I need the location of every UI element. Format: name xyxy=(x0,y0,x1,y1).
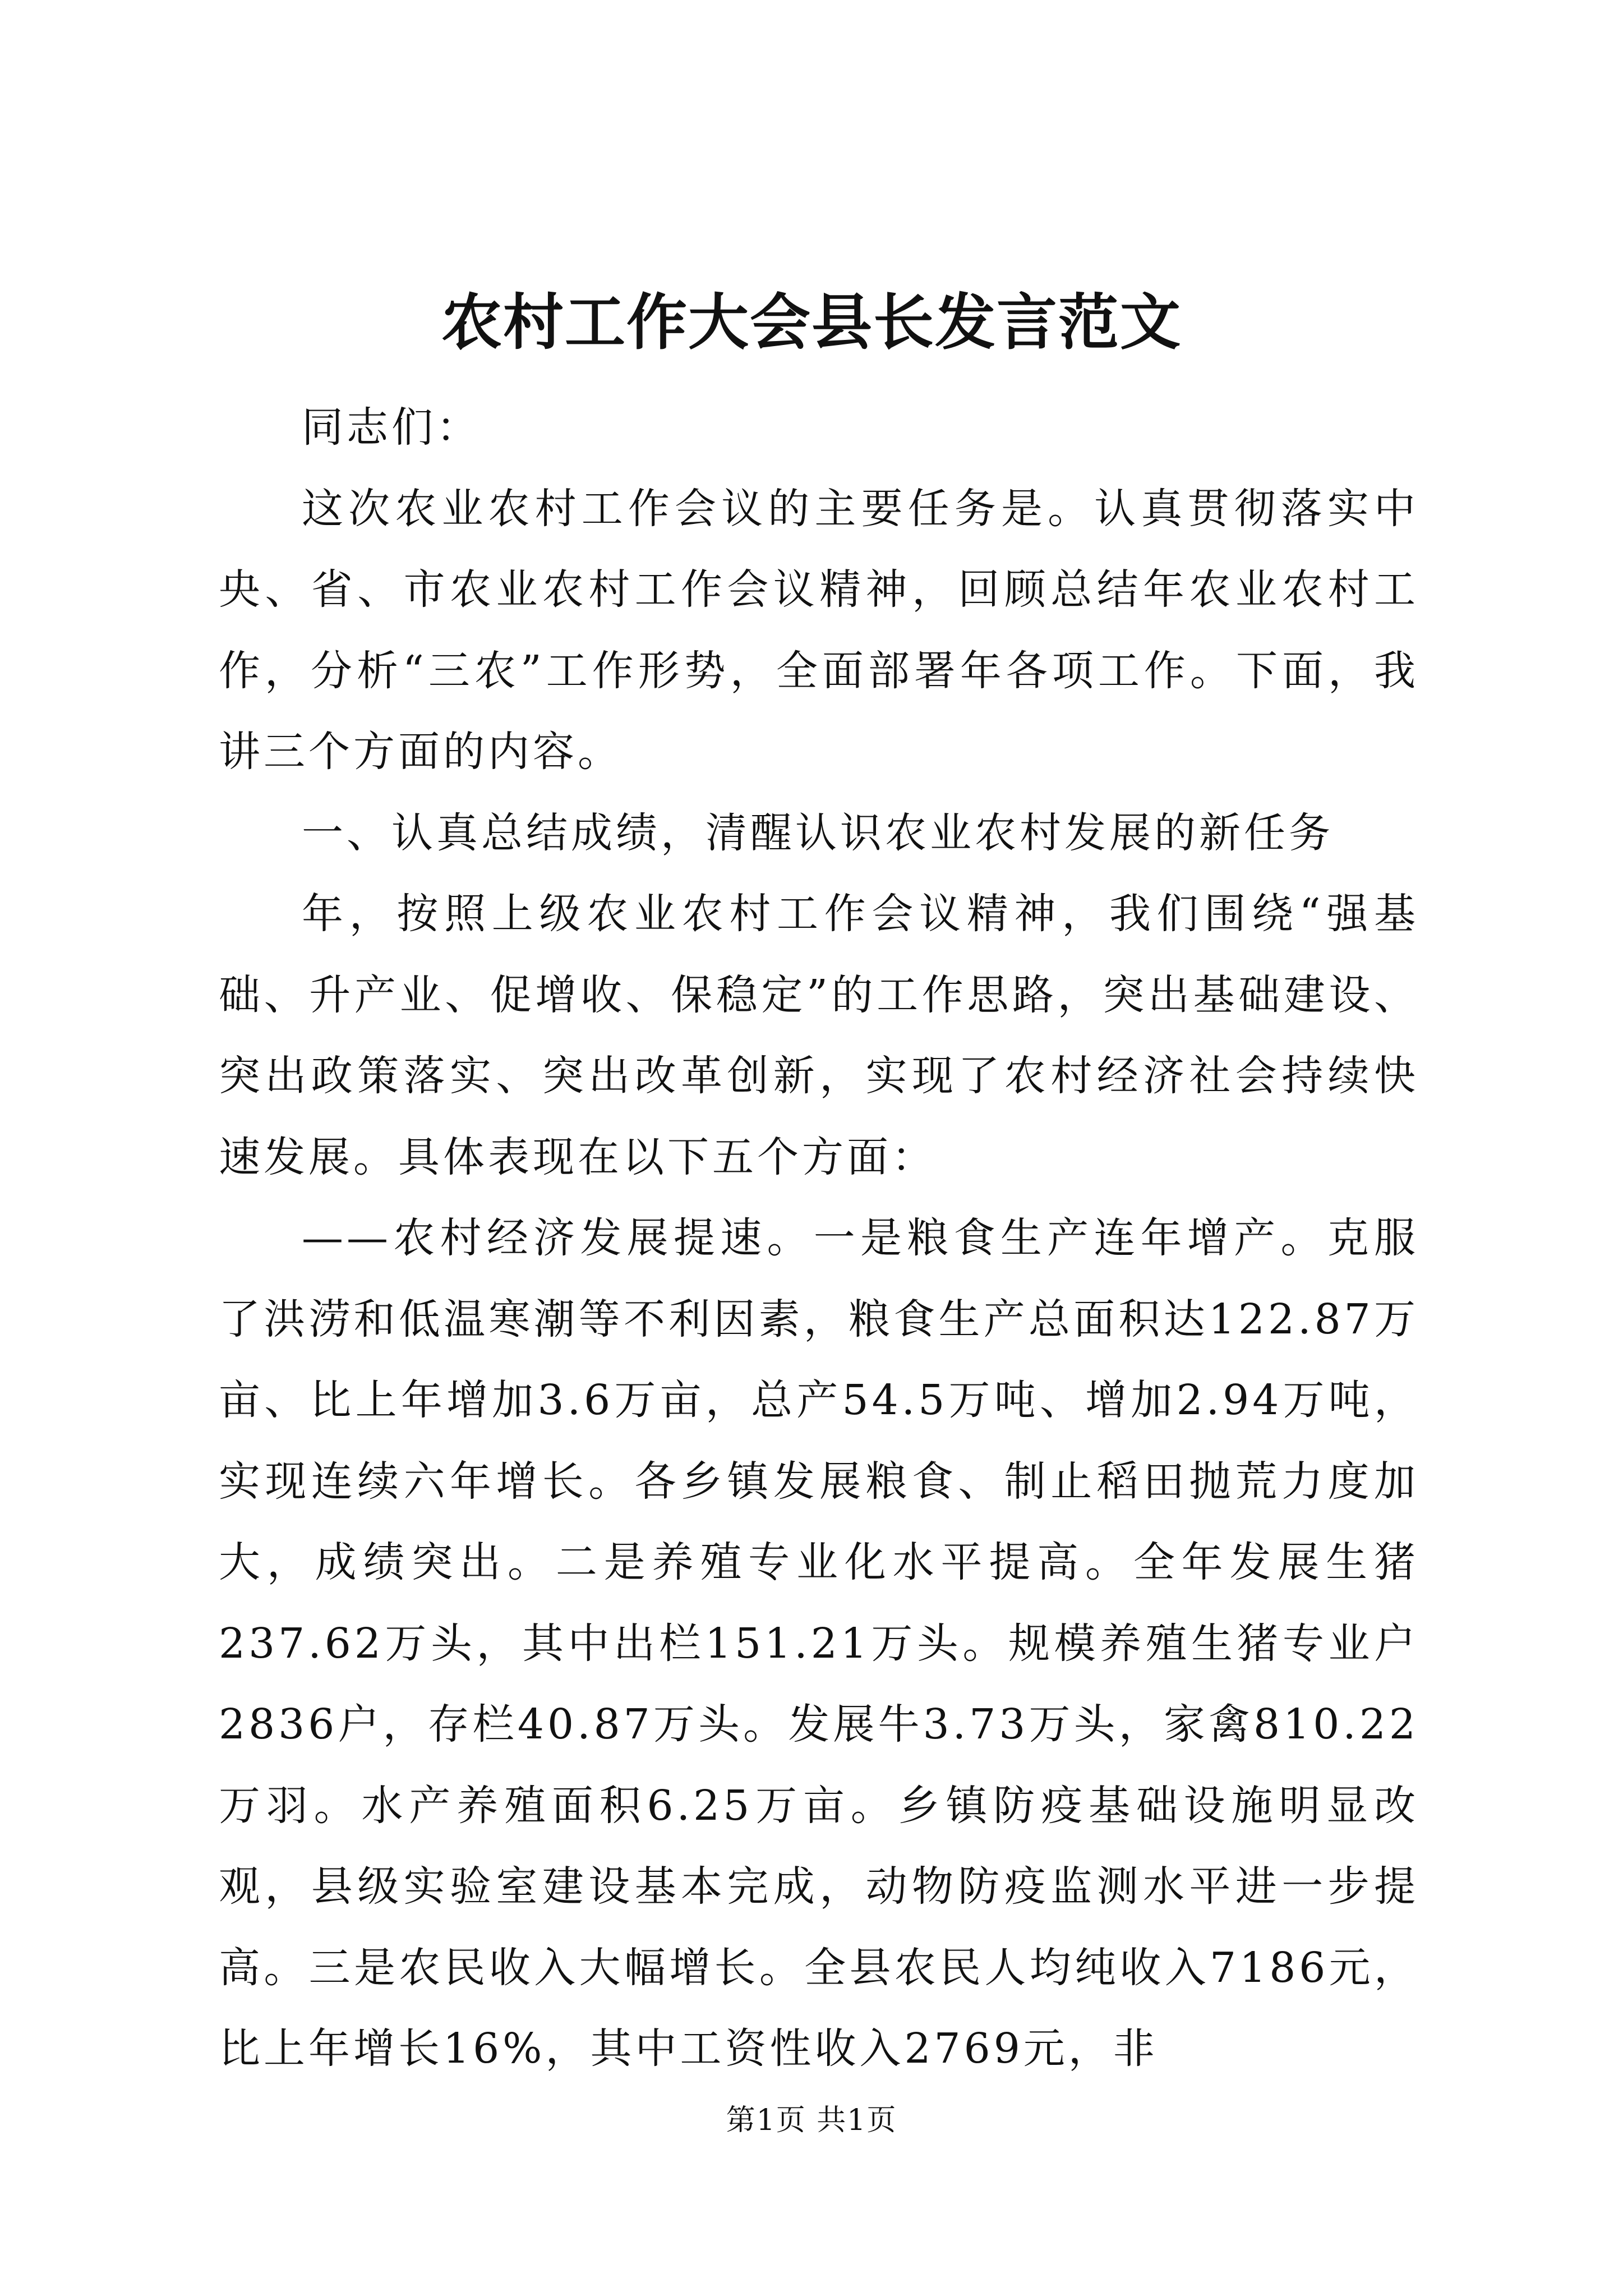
document-title: 农村工作大会县长发言范文 xyxy=(441,287,1182,358)
page-footer: 第1页 共1页 xyxy=(726,2104,897,2137)
overview-paragraph: 年，按照上级农业农村工作会议精神，我们围绕“强基础、升产业、促增收、保稳定”的工作思路，突出基础建设、突出政策落实、突出改革创新，实现了农村经济社会持续快速发展。具体表现在以下五个方面： xyxy=(219,890,1419,1181)
economy-paragraph: ——农村经济发展提速。一是粮食生产连年增产。克服了洪涝和低温寒潮等不利因素，粮食生产总面积达122.87万亩、比上年增加3.6万亩，总产54.5万吨、增加2.94万吨，实现连续六年增长。各乡镇发展粮食、制止稻田抛荒力度加大，成绩突出。二是养殖专业化水平提高。全年发展生猪237.62万头，其中出栏151.21万头。规模养殖生猪专业户2836户，存栏40.87万头。发展牛3.73万头，家禽810.22万羽。水产养殖面积6.25万亩。乡镇防疫基础设施明显改观，县级实验室建设基本完成，动物防疫监测水平进一步提高。三是农民收入大幅增长。全县农民人均纯收入7186元，比上年增长16%，其中工资性收入2769元，非 xyxy=(219,1214,1419,2073)
section-heading-1: 一、认真总结成绩，清醒认识农业农村发展的新任务 xyxy=(302,808,1334,857)
salutation-paragraph: 同志们： xyxy=(302,403,481,452)
intro-paragraph: 这次农业农村工作会议的主要任务是。认真贯彻落实中央、省、市农业农村工作会议精神，回顾总结年农业农村工作，分析“三农”工作形势，全面部署年各项工作。下面，我讲三个方面的内容。 xyxy=(219,484,1419,776)
document-body xyxy=(219,387,1419,2090)
